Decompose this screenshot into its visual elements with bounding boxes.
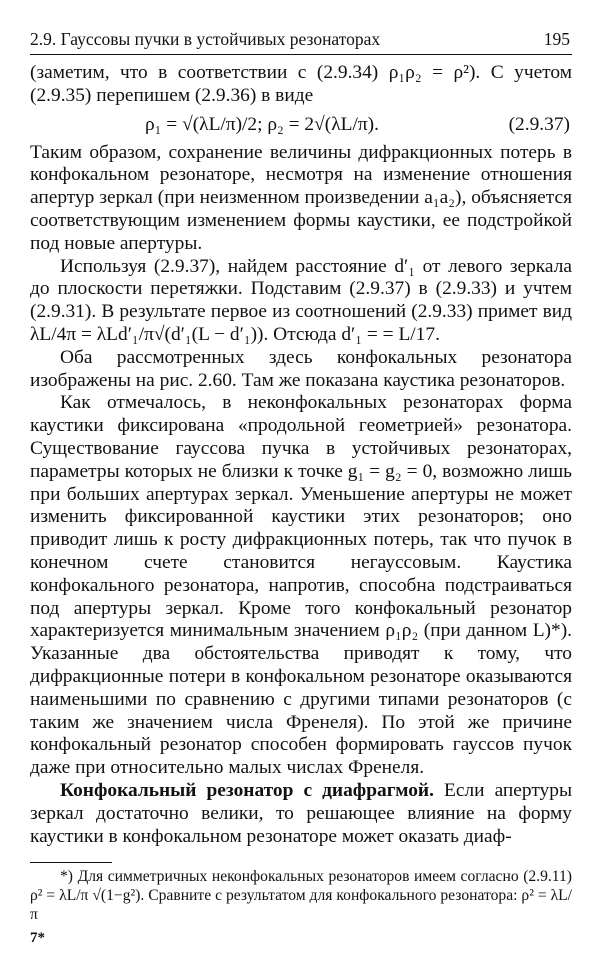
- paragraph-3: Используя (2.9.37), найдем расстояние d′₁ от левого зеркала до плоскости перетяжки. Подставим (2.9.37) в (2.9.33) и учтем (2.9.31). В результате первое из соотношений (2.9.33) примет вид λL/4π = λLd′₁/π√(d′₁(L − d′₁)). Отсюда d′₁ = = L/17.: [30, 255, 572, 345]
- footnote-rule: [30, 862, 112, 863]
- footnote: [30, 867, 572, 924]
- equation-2-9-37: [30, 111, 572, 141]
- header-rule: [30, 54, 572, 55]
- paragraph-6: [30, 780, 572, 848]
- paragraph-2: Таким образом, сохранение величины дифракционных потерь в конфокальном резонаторе, несмотря на изменение отношения апертур зеркал (при неизменном произведении a₁a₂), объясняется соответствующим изменением формы каустики, ее подстройкой под новые апертуры.: [30, 141, 572, 254]
- paragraph-6-text: Если апертуры зеркал достаточно велики, то решающее влияние на форму каустики в конфокальном резонаторе может оказать диаф-: [30, 779, 572, 847]
- paragraph-5: Как отмечалось, в неконфокальных резонаторах форма каустики фиксирована «продольной геометрией» резонатора. Существование гауссова пучка в устойчивых резонаторах, параметры которых не близки к точке g₁ = g₂ = 0, возможно лишь при больших апертурах зеркал. Уменьшение апертуры не может изменить фиксированной каустики этих резонаторов; оно приводит лишь к росту дифракционных потерь, так что пучок в конечном счете становится негауссовым. Каустика конфокального резонатора, напротив, способна подстраиваться под апертуры зеркал. Кроме того конфокальный резонатор характеризуется минимальным значением ρ₁ρ₂ (при данном L)*). Указанные два обстоятельства приводят к тому, что дифракционные потери в конфокальном резонаторе оказываются наименьшими по сравнению с другими типами резонаторов (с таким же значением числа Френеля). По этой же причине конфокальный резонатор способен формировать гауссов пучок даже при относительно малых числах Френеля.: [30, 392, 572, 779]
- page-number: 195: [543, 29, 570, 49]
- printer-signature: 7*: [30, 930, 45, 946]
- paragraph-4: Оба рассмотренных здесь конфокальных резонатора изображены на рис. 2.60. Там же показана каустика резонаторов.: [30, 346, 572, 391]
- section-run-in-heading: Конфокальный резонатор с диафрагмой.: [60, 779, 434, 801]
- equation: ρ₁ = √(λL/π)/2; ρ₂ = 2√(λL/π).: [145, 113, 379, 135]
- equation-number: (2.9.37): [508, 113, 570, 135]
- main-text: [30, 62, 572, 848]
- footnote-text: *) Для симметричных неконфокальных резонаторов имеем согласно (2.9.11) ρ² = λL/π √(1−g²). Сравните с результатом для конфокального резонатора: ρ² = λL/π: [30, 868, 572, 923]
- paragraph-1: (заметим, что в соответствии с (2.9.34) ρ₁ρ₂ = ρ²). С учетом (2.9.35) перепишем (2.9.36) в виде: [30, 62, 572, 106]
- running-title: 2.9. Гауссовы пучки в устойчивых резонаторах: [30, 29, 381, 49]
